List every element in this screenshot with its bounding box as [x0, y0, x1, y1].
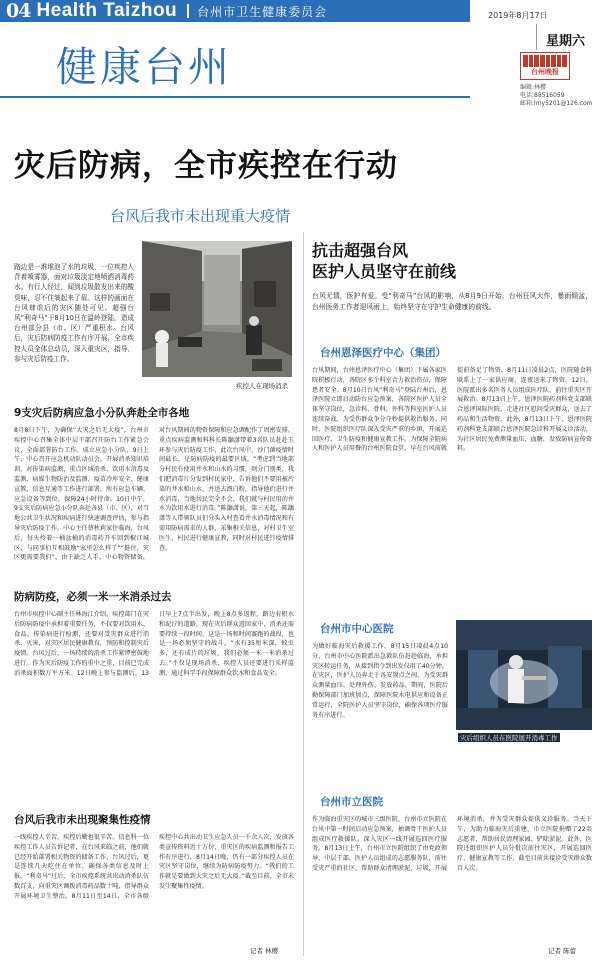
masthead-bar	[0, 0, 470, 22]
section-body-teams: 8月8日下午，为确保“大灾之后无大疫”，台州市疾控中心召集全体中层干部召开防台工作紧急会议，全面部署防台工作。成立应急小分队，9日上午，中心召开应急机动队动员会，开展消杀知识培训，对传染病监测、重点区域消杀、饮用水消毒及监测、病媒生物防治及监测、疫苗冷库安全、健康宣教、信息互通等工作进行部署，所有应急车辆、应急设备等到位，保障24小时待命。10日中午，9支灾后防病应急小分队奔赴各县（市、区），对当地公共卫生状况和疾病进行快速调查评估，参与指导灾后防疫工作。中心主任蔡秋莉家住临海，台风后，每天拎着一桶盆桶的消毒药开车回到椒江城区，与同事们互相鼓励“家里怎么样了”“挺住，灾区更需要我们”。由于缺乏人手，中心物资储备，对台风期间的物资保障和应急调配作了周密安排。重点疾病监测和科科长陈灏潇带着3名队员赶赴玉环参与灾后防疫工作，此次台风中，沙门菌疫情时间最长，是防病防疫的最要区域。“考虑到当地部分村民有使用井水和山水的习惯，则分门别类，我们把消毒片分发到村民家中，告诉他们不要用被污染的井水和山水，并送去漂白粉，指导他们进行井水消毒，当地居民完全不会，我们就与村民用的井水为饮用水进行消毒。”陈灏潇说。第三天起，陈灏潇等人带领队员们分头入村查看井水消毒情况和有需用防病需求的人群，采集相关信息，对村卫生室医生、村民进行健康宣教，同时对村民进行疫情排查。	[14, 427, 294, 562]
column-divider	[303, 232, 304, 956]
section-title-cn: 健康台州	[56, 43, 232, 91]
photo-hospital-icon	[456, 620, 592, 730]
section-body-no-epidemic: 一线疾控人辛苦，疾控后勤也很辛苦。信息科一位疾控工作人员告诉记者，在台风来临之前，他们就已经开始部署相关物资的储备工作，台风过后，更是连续几天吃住在单位，确保各类信息及时上报。“利奇马”过后，全市疾控系统共出动消杀队伍数百支，向重灾区调拨消毒药品数十吨，指导群众开展环境卫生整治。8月11日至14日，全市各级疾控中心共出动卫生应急人员一千余人次，发放各类宣传资料近十万份，重灾区的疾病监测和报告工作有序进行，8月14日晚，仍有一部分疾控人员在灾区坚守岗位，继续为防病防疫努力。“我们的工作就是要做到大灾之后无大疫。”截至目前，全市未发生聚集性疫情。	[14, 834, 294, 900]
issue-date: 2019年8月17日	[488, 11, 548, 20]
right-title-line-1: 抗击超强台风	[312, 241, 409, 260]
photo-street-icon	[142, 241, 292, 377]
issue-weekday: 星期六	[546, 34, 586, 49]
editor-info	[520, 84, 593, 108]
section-head-no-epidemic: 台风后我市未出现聚集性疫情	[14, 814, 151, 826]
photo-disinfection-scene	[142, 241, 292, 377]
section-head-central-hospital: 台州市中心医院	[320, 623, 394, 635]
page-number: 04	[6, 0, 31, 22]
main-headline: 灾后防病，全市疾控在行动	[14, 148, 398, 184]
section-body-disinfect: 台州市疾控中心副主任林海江介绍，疾控部门在灾后防病防疫中承担着重要任务，不仅要对饮用水、食品、传染病进行检测，还要对受灾群众进行消杀、灭害，对灾区居民健康教育，预防和控制灾后疫情。台风过后，一场持续的消杀工作紧锣密鼓地进行。作为灾后防疫工作的重中之重，目前已完成消杀面积数万平方米。12日晚上参与监测后，13日早上7点半出发，晚上8点多返程，路边有积水和泥泞的道路，现在灾后群众返回家中，消杀还需要持续一段时间，这是一场和时间赛跑的战役，也是一场必须坚守的战斗。“水有35厘米深，蚊虫多，还有成片的垃圾，我们必须一米一米消杀过去。”不仅是现场消杀，疾控人员还要进行采样监测，通过科学手段保障群众饮水和食品安全。	[14, 611, 294, 677]
section-head-city-hospital: 台州市立医院	[320, 796, 383, 808]
masthead-rule	[0, 96, 470, 98]
byline-chen: 记者 陈蕾	[548, 947, 577, 955]
editor-name: 编辑:林樱	[520, 84, 547, 91]
lead-paragraph: 路边是一堆堆泡了水的垃圾，一位疾控人背着喷雾器，面对垃圾淡定地喷洒消毒药水。有行人经过，闻到垃圾散发出来的酸臭味，忍不住皱起来了眉。这样的画面在台风肆虐后的灾区随处可见。超强台风“利奇马”于8月10日在温岭登陆，造成台州部分县（市、区）严重积水。台风后，灾后防病防疫工作有序开展，全市疾控人员全体总动员，深入重灾区，指导、参与灾后防疫工作。	[14, 263, 134, 363]
logo-bars-icon	[523, 55, 567, 67]
right-intro: 台风无情，医护有爱。受“利奇马”台风的影响，从8月9日开始，台州狂风大作，暴雨倾盆，台州医务工作者迎风雨上，始终坚守在守护生命健康的前线。	[312, 292, 592, 311]
photo1-caption: 疾控人在现场消杀	[236, 382, 288, 390]
right-article-title	[312, 240, 456, 282]
section-head-enze: 台州恩泽医疗中心（集团）	[320, 347, 446, 359]
date-divider	[536, 24, 537, 50]
editor-email: 邮箱:lmy5201@126.com	[520, 100, 593, 107]
editor-phone: 电话:88516059	[520, 92, 565, 99]
photo-hospital-disinfection	[456, 620, 592, 730]
photo2-caption: 灾后组织人员在医院展开消毒工作	[460, 734, 558, 742]
section-body-enze: 台风期间，台州恩泽医疗中心（集团）下属各家医院积极行动，各院区多个科室合力救治伤员，保障患者安全。8月10日台风“利奇马”登陆台州后，恩泽医院立即启动防台应急预案，各院区医护人员全体坚守岗位，急诊科、骨科、外科等科室医护人员连续奋战，为受伤群众争分夺秒提供救治服务。同时，医院组织医疗队深入受灾严重的乡镇，开展巡回医疗、卫生防疫和健康宣教工作。为保障全院病人和医护人员用餐的台州医院食堂，早在台风前就提前备足了物资。8月11日凌晨2点，医院随食料联系上了一家供应商，连夜送来了物资。12日，医院派出多名医务人员组成医疗队，前往重灾区开展救治。8月13日上午，恩泽医院药剂科党支部联合恩泽国际医院，走进社区慰问受灾群众，送去了药品和生活物资。此外，8月13日下午，恩泽医院药剂科党支部联合恩泽医院急诊科开展义诊活动，为社区居民免费测量血压、血糖，发放防病宣传资料。	[312, 367, 592, 453]
section-head-disinfect: 防病防疫，必须一米一米消杀过去	[14, 591, 172, 603]
section-body-central-hospital-cont	[456, 744, 592, 778]
sub-headline: 台风后我市未出现重大疫情	[110, 207, 291, 225]
organization-name: 台州市卫生健康委员会	[197, 4, 328, 19]
logo-text: 台州晚报	[531, 68, 559, 77]
section-body-central-hospital: 为做好临海灾后救援工作，8月15日凌晨4点10分，台州市中心医院派出急救队伍赶赴临海，承担灾区转运任务，从接到指令到出发仅用了40分钟。在灾区，医护人员奔走于各安置点之间，为受灾群众测量血压、处理外伤、发放药品。期间，医院后勤保障部门加班加点，保障医院水电供应和设备正常运行，全院医护人员坚守岗位，确保各项医疗服务有序进行。	[312, 643, 448, 719]
masthead-separator	[187, 4, 189, 18]
section-body-city-hospital: 作为临海重灾区的城市三级医院，台州市立医院在台风中第一时间启动应急预案，抽调骨干医护人员组成医疗救援队，深入灾区一线开展巡回医疗服务。8月13日上午，台州市立医院组织了由党政领导、中层干部、医护人员组成的志愿服务队，前往受灾严重的社区，帮助群众清理淤泥、垃圾，开展环境消杀，并为受灾群众提供义诊服务。当天下午，为助力临海灾后重建，市立医院捐赠了22名志愿者，帮助居民清理家园、铲除淤泥。此外，医院还组织医护人员分批次前往灾区，开展巡回医疗、健康宣教等工作，截至目前共接诊受灾群众数百人次。	[312, 816, 592, 872]
newspaper-logo	[520, 52, 570, 80]
byline-lin: 记者 林樱	[250, 947, 279, 955]
section-title-en: Health Taizhou	[36, 0, 178, 21]
section-head-teams: 9支灾后防病应急小分队奔赴全市各地	[14, 407, 190, 419]
right-title-line-2: 医护人员坚守在前线	[312, 262, 457, 281]
